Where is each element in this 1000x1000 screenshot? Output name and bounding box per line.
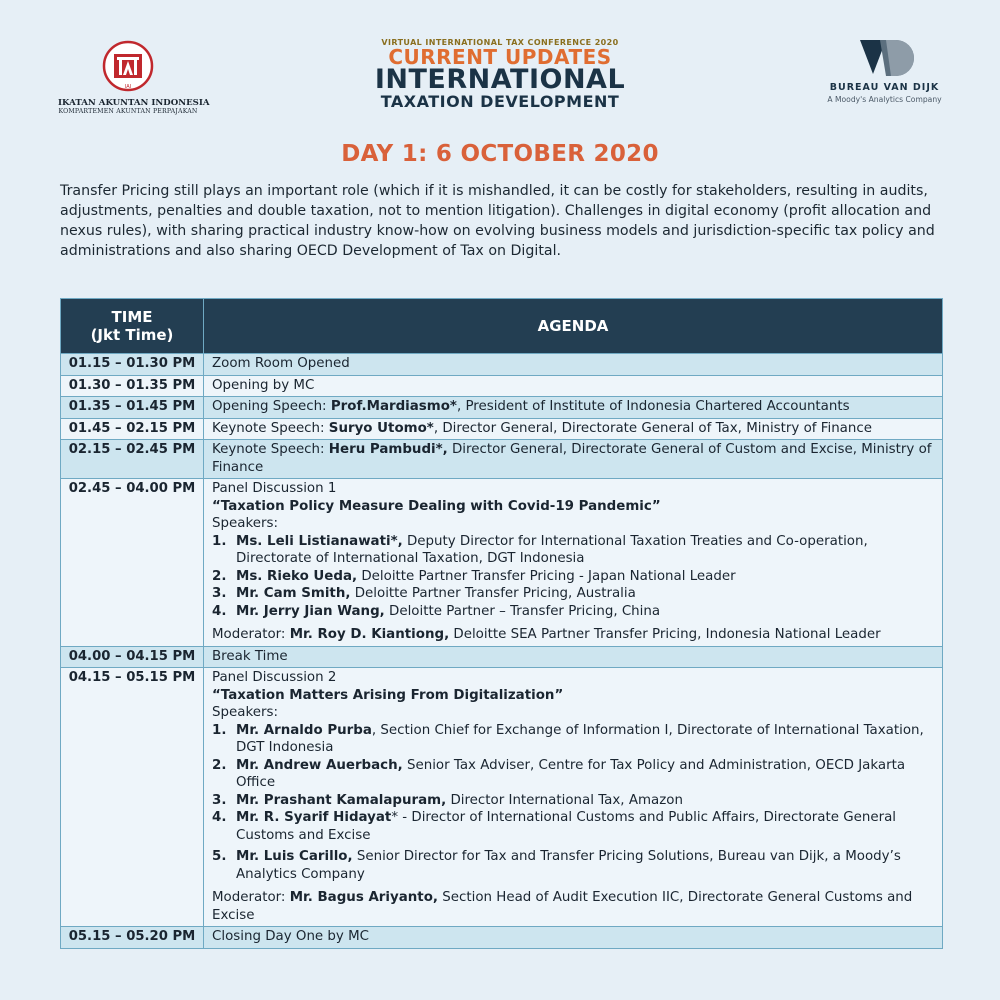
speaker-name: Mr. Jerry Jian Wang, (236, 603, 385, 619)
current-updates-title: CURRENT UPDATES (388, 45, 612, 69)
list-item (212, 568, 934, 586)
list-item (212, 757, 934, 792)
iai-logo (58, 40, 210, 115)
intro-paragraph: Transfer Pricing still plays an important role (which if it is mishandled, it can be costly for stakeholders, resulting in audits, adjustments, penalties and double taxation, not to mention litigation). Challenges in digital economy (profit allocation and nexus rules), with sharing practical industry know-how on evolving business models and jurisdiction-specific tax policy and administrations and also sharing OECD Development of Tax on Digital. (60, 183, 935, 259)
iai-emblem-icon (102, 40, 154, 92)
moderator-label: Moderator: (212, 627, 290, 642)
panel-title: Panel Discussion 2 (212, 670, 337, 685)
speaker-name: Prof.Mardiasmo* (330, 399, 457, 414)
table-row (61, 440, 943, 479)
speakers-label: Speakers: (212, 705, 278, 720)
speaker-role: Deloitte Partner – Transfer Pricing, China (384, 603, 661, 619)
time-header-line1: TIME (111, 308, 153, 326)
list-number: 1. (212, 722, 227, 738)
moderator-line (212, 889, 934, 924)
table-row (61, 668, 943, 927)
agenda-cell (204, 397, 943, 419)
moderator-line (212, 626, 934, 644)
agenda-cell: Break Time (204, 646, 943, 668)
time-cell: 02.45 – 04.00 PM (61, 479, 204, 647)
agenda-cell (204, 418, 943, 440)
speaker-role: Deloitte Partner Transfer Pricing - Japan National Leader (357, 568, 736, 584)
speaker-role: Senior Tax Adviser, Centre for Tax Policy and Administration, OECD Jakarta Office (236, 757, 906, 790)
list-item (212, 809, 934, 844)
speaker-role: , Director General, Directorate General of Tax, Ministry of Finance (433, 420, 872, 436)
table-row (61, 375, 943, 397)
bvd-logo (822, 40, 947, 104)
moderator-label: Moderator: (212, 890, 290, 905)
taxation-development-title: TAXATION DEVELOPMENT (380, 92, 620, 111)
speaker-role: , President of Institute of Indonesia Chartered Accountants (456, 399, 850, 414)
table-row (61, 418, 943, 440)
international-title: INTERNATIONAL (374, 64, 626, 95)
agenda-cell: Opening by MC (204, 375, 943, 397)
table-row (61, 479, 943, 647)
agenda-column-header: AGENDA (204, 299, 943, 354)
panel-topic: “Taxation Matters Arising From Digitalization” (212, 687, 564, 703)
conference-small-title: VIRTUAL INTERNATIONAL TAX CONFERENCE 2020 (381, 38, 619, 47)
list-item (212, 533, 934, 568)
list-item (212, 848, 934, 883)
list-item (212, 792, 934, 810)
agenda-prefix: Opening Speech: (212, 399, 331, 414)
speaker-list (212, 722, 934, 884)
speaker-role: Director General, Directorate General of Custom and Excise, Ministry of Finance (212, 442, 932, 475)
speaker-name: Ms. Leli Listianawati*, (236, 533, 403, 549)
time-cell: 05.15 – 05.20 PM (61, 927, 204, 949)
list-item (212, 603, 934, 621)
table-row (61, 927, 943, 949)
time-cell: 02.15 – 02.45 PM (61, 440, 204, 479)
speaker-name: Suryo Utomo* (328, 420, 434, 436)
panel-title: Panel Discussion 1 (212, 481, 337, 496)
speaker-role: * - Director of International Customs and Public Affairs, Directorate General Customs and Excise (236, 810, 897, 843)
list-number: 3. (212, 792, 227, 808)
agenda-prefix: Keynote Speech: (212, 442, 329, 457)
speaker-name: Heru Pambudi*, (328, 442, 448, 457)
speakers-label: Speakers: (212, 516, 278, 531)
speaker-list (212, 533, 934, 621)
iai-subname: KOMPARTEMEN AKUNTAN PERPAJAKAN (58, 108, 198, 115)
day-title: DAY 1: 6 OCTOBER 2020 (341, 141, 659, 167)
moderator-role: Deloitte SEA Partner Transfer Pricing, Indonesia National Leader (449, 627, 881, 642)
speaker-name: Mr. Cam Smith, (236, 586, 351, 601)
speaker-name: Mr. Andrew Auerbach, (236, 757, 403, 773)
list-item (212, 585, 934, 603)
time-cell: 01.15 – 01.30 PM (61, 354, 204, 376)
list-number: 1. (212, 533, 227, 549)
speaker-name: Mr. Prashant Kamalapuram, (236, 792, 447, 808)
time-cell: 04.00 – 04.15 PM (61, 646, 204, 668)
list-number: 4. (212, 603, 227, 619)
moderator-name: Mr. Roy D. Kiantiong, (289, 627, 450, 642)
table-row (61, 646, 943, 668)
list-item (212, 722, 934, 757)
speaker-role: Senior Director for Tax and Transfer Pricing Solutions, Bureau van Dijk, a Moody’s Analytics Company (236, 849, 901, 882)
time-header-line2: (Jkt Time) (90, 326, 174, 344)
speaker-role: Deloitte Partner Transfer Pricing, Australia (350, 586, 636, 601)
time-cell: 04.15 – 05.15 PM (61, 668, 204, 927)
agenda-cell (204, 479, 943, 647)
agenda-cell: Zoom Room Opened (204, 354, 943, 376)
speaker-name: Ms. Rieko Ueda, (236, 568, 358, 584)
agenda-table (60, 298, 943, 949)
moderator-role: Section Head of Audit Execution IIC, Directorate General Customs and Excise (212, 890, 913, 923)
time-column-header (61, 299, 204, 354)
conference-title (300, 38, 700, 111)
speaker-name: Mr. R. Syarif Hidayat (236, 810, 392, 825)
speaker-name: Mr. Luis Carillo, (236, 849, 353, 864)
agenda-prefix: Keynote Speech: (212, 420, 329, 436)
speaker-role: Deputy Director for International Taxation Treaties and Co-operation, Directorate of International Taxation, DGT Indonesia (236, 533, 868, 566)
bvd-logo-icon (856, 40, 914, 76)
iai-name: IKATAN AKUNTAN INDONESIA (58, 98, 210, 108)
bvd-tagline: A Moody's Analytics Company (827, 95, 942, 104)
table-row (61, 354, 943, 376)
list-number: 3. (212, 586, 227, 601)
panel-topic: “Taxation Policy Measure Dealing with Covid-19 Pandemic” (212, 498, 661, 514)
bvd-name: BUREAU VAN DIJK (829, 82, 940, 93)
agenda-cell (204, 668, 943, 927)
list-number: 4. (212, 810, 227, 825)
list-number: 2. (212, 757, 227, 773)
header (0, 0, 1000, 130)
list-number: 5. (212, 849, 227, 864)
moderator-name: Mr. Bagus Ariyanto, (289, 890, 438, 905)
iai-monogram: IAI (124, 84, 132, 90)
agenda-cell: Closing Day One by MC (204, 927, 943, 949)
speaker-role: , Section Chief for Exchange of Information I, Directorate of International Taxation, DGT Indonesia (236, 722, 924, 755)
time-cell: 01.35 – 01.45 PM (61, 397, 204, 419)
list-number: 2. (212, 568, 227, 584)
table-row (61, 397, 943, 419)
speaker-name: Mr. Arnaldo Purba (236, 722, 372, 738)
time-cell: 01.45 – 02.15 PM (61, 418, 204, 440)
speaker-role: Director International Tax, Amazon (446, 792, 683, 808)
time-cell: 01.30 – 01.35 PM (61, 375, 204, 397)
agenda-cell (204, 440, 943, 479)
